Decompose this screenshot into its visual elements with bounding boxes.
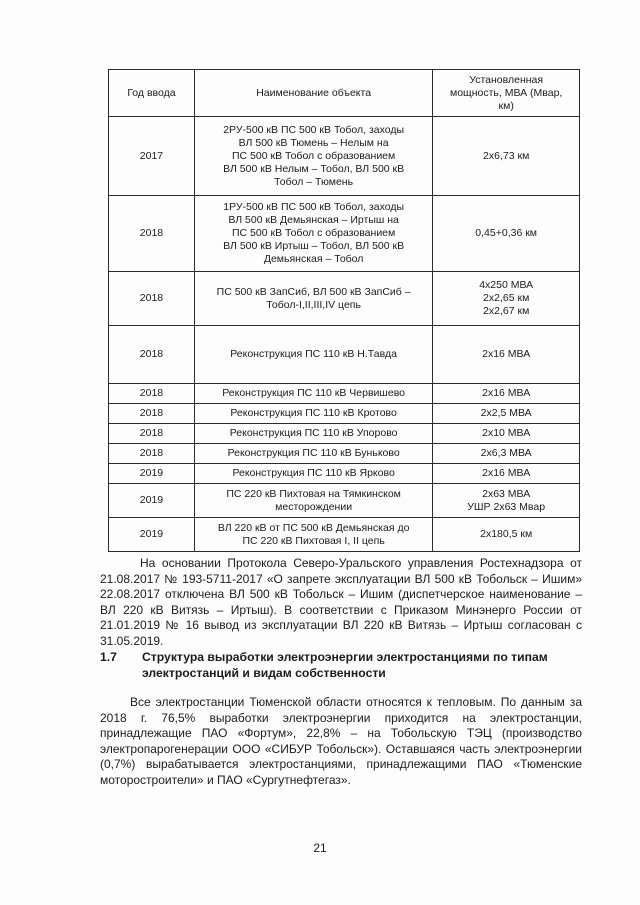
cell-line: 2РУ-500 кВ ПС 500 кВ Тобол, заходы xyxy=(223,123,405,136)
cell-line: Тобол-I,II,III,IV цепь xyxy=(266,298,361,311)
cell-capacity xyxy=(433,484,580,518)
cell-object-name xyxy=(194,404,432,424)
cell-capacity xyxy=(433,404,580,424)
table-row xyxy=(109,424,580,444)
cell-line: 2х6,73 км xyxy=(483,149,530,162)
cell-line: Демьянская – Тобол xyxy=(263,253,364,265)
cell-line: ПС 500 кВ Тобол с образованием xyxy=(232,149,396,162)
table-row xyxy=(109,484,580,518)
paragraph-generation-structure xyxy=(100,695,582,789)
section-heading xyxy=(100,650,582,681)
cell-line: Реконструкция ПС 110 кВ Червишево xyxy=(222,387,405,399)
paragraph-rostekhnadzor xyxy=(100,556,582,650)
cell-capacity xyxy=(433,196,580,272)
cell-capacity xyxy=(433,464,580,484)
section-title: Структура выработки электроэнергии электростанциями по типам электростанций и видам собственности xyxy=(142,650,548,680)
cell-line: ПС 500 кВ ЗапСиб, ВЛ 500 кВ ЗапСиб – xyxy=(216,285,411,298)
cell-year: 2018 xyxy=(109,404,195,424)
cell-year: 2018 xyxy=(109,272,195,326)
cell-line: 2х2,67 км xyxy=(483,305,530,317)
section-number: 1.7 xyxy=(100,650,117,664)
header-year: Год ввода xyxy=(109,70,195,117)
cell-object-name xyxy=(194,272,432,326)
cell-line: ВЛ 220 кВ от ПС 500 кВ Демьянская до xyxy=(217,521,410,534)
table-row xyxy=(109,196,580,272)
cell-line: Реконструкция ПС 110 кВ Кротово xyxy=(230,407,397,419)
cell-year: 2018 xyxy=(109,326,195,384)
cell-line: 1РУ-500 кВ ПС 500 кВ Тобол, заходы xyxy=(223,201,405,213)
table-row xyxy=(109,384,580,404)
cell-year: 2019 xyxy=(109,464,195,484)
cell-capacity xyxy=(433,117,580,196)
cell-line: 2х63 МВА xyxy=(482,487,531,500)
table-row xyxy=(109,444,580,464)
table-row xyxy=(109,404,580,424)
cell-line: ВЛ 500 кВ Тюмень – Нелым на xyxy=(238,136,389,149)
cell-object-name xyxy=(194,518,432,552)
header-capacity-line: км) xyxy=(498,99,514,112)
cell-line: ПС 220 кВ Пихтовая I, II цепь xyxy=(242,534,385,547)
table-row xyxy=(109,518,580,552)
cell-capacity xyxy=(433,272,580,326)
cell-line: 2х2,5 МВА xyxy=(480,407,532,419)
cell-year: 2018 xyxy=(109,384,195,404)
cell-year: 2018 xyxy=(109,444,195,464)
cell-object-name xyxy=(194,196,432,272)
cell-object-name xyxy=(194,464,432,484)
cell-line: Реконструкция ПС 110 кВ Ярково xyxy=(232,467,395,479)
cell-line: Реконструкция ПС 110 кВ Упорово xyxy=(229,427,398,439)
cell-year: 2017 xyxy=(109,117,195,196)
paragraph-text: Все электростанции Тюменской области относятся к тепловым. По данным за 2018 г. 76,5% выработки электроэнергии приходится на электростанции, принадлежащие ПАО «Фортум», 22,8% – на Тобольскую ТЭЦ (производство электропарогенерации ООО «СИБУР Тобольск»). Оставшаяся часть электроэнергии (0,7%) вырабатывается электростанциями, принадлежащими ПАО «Тюменские моторостроители» и ПАО «Сургутнефтегаз». xyxy=(100,695,582,787)
commissioning-table xyxy=(108,69,580,552)
cell-year: 2019 xyxy=(109,518,195,552)
cell-year: 2019 xyxy=(109,484,195,518)
cell-capacity xyxy=(433,326,580,384)
cell-line: 0,45+0,36 км xyxy=(475,227,538,239)
cell-line: ВЛ 500 кВ Нелым – Тобол, ВЛ 500 кВ xyxy=(223,162,405,175)
cell-line: ВЛ 500 кВ Иртыш – Тобол, ВЛ 500 кВ xyxy=(223,240,405,252)
cell-line: Реконструкция ПС 110 кВ Буньково xyxy=(227,447,400,459)
cell-year: 2018 xyxy=(109,196,195,272)
paragraph-text: На основании Протокола Северо-Уральского управления Ростехнадзора от 21.08.2017 № 193-5711-2017 «О запрете эксплуатации ВЛ 500 кВ Тобольск – Ишим» 22.08.2017 отключена ВЛ 500 кВ Тобольск – Ишим (диспетчерское наименование – ВЛ 220 кВ Витязь – Иртыш). В соответствии с Приказом Минэнерго России от 21.01.2019 № 16 вывод из эксплуатации ВЛ 220 кВ Витязь – Иртыш согласован с 31.05.2019. xyxy=(100,556,582,648)
cell-line: УШР 2х63 Мвар xyxy=(467,500,546,513)
cell-object-name xyxy=(194,424,432,444)
cell-line: 2х10 МВА xyxy=(482,427,531,439)
table-row xyxy=(109,326,580,384)
cell-line: 4х250 МВА xyxy=(479,279,534,291)
cell-line: ВЛ 500 кВ Демьянская – Иртыш на xyxy=(228,214,399,226)
cell-line: Тобол – Тюмень xyxy=(274,175,354,188)
table-header-row xyxy=(109,70,580,117)
cell-line: ПС 220 кВ Пихтовая на Тямкинском xyxy=(226,487,401,500)
cell-line: 2х180,5 км xyxy=(480,528,533,540)
cell-object-name xyxy=(194,326,432,384)
cell-line: 2х16 МВА xyxy=(482,467,531,479)
cell-line: Реконструкция ПС 110 кВ Н.Тавда xyxy=(230,348,397,360)
cell-line: месторождении xyxy=(275,500,353,513)
table-row xyxy=(109,117,580,196)
cell-line: 2х6,3 МВА xyxy=(480,447,532,459)
cell-year: 2018 xyxy=(109,424,195,444)
cell-line: 2х16 МВА xyxy=(482,387,531,399)
table-body xyxy=(109,117,580,552)
cell-capacity xyxy=(433,384,580,404)
cell-line: ПС 500 кВ Тобол с образованием xyxy=(232,227,396,239)
cell-line: 2х16 МВА xyxy=(482,348,531,360)
cell-object-name xyxy=(194,484,432,518)
cell-line: 2х2,65 км xyxy=(483,292,530,304)
cell-object-name xyxy=(194,117,432,196)
table-row xyxy=(109,464,580,484)
cell-capacity xyxy=(433,424,580,444)
header-object-name: Наименование объекта xyxy=(194,70,432,117)
cell-capacity xyxy=(433,518,580,552)
header-capacity-line: мощность, МВА (Мвар, xyxy=(450,86,563,99)
cell-capacity xyxy=(433,444,580,464)
cell-object-name xyxy=(194,384,432,404)
header-capacity xyxy=(433,70,580,117)
page-number: 21 xyxy=(313,841,327,855)
table-row xyxy=(109,272,580,326)
header-capacity-line: Установленная xyxy=(469,73,544,86)
cell-object-name xyxy=(194,444,432,464)
